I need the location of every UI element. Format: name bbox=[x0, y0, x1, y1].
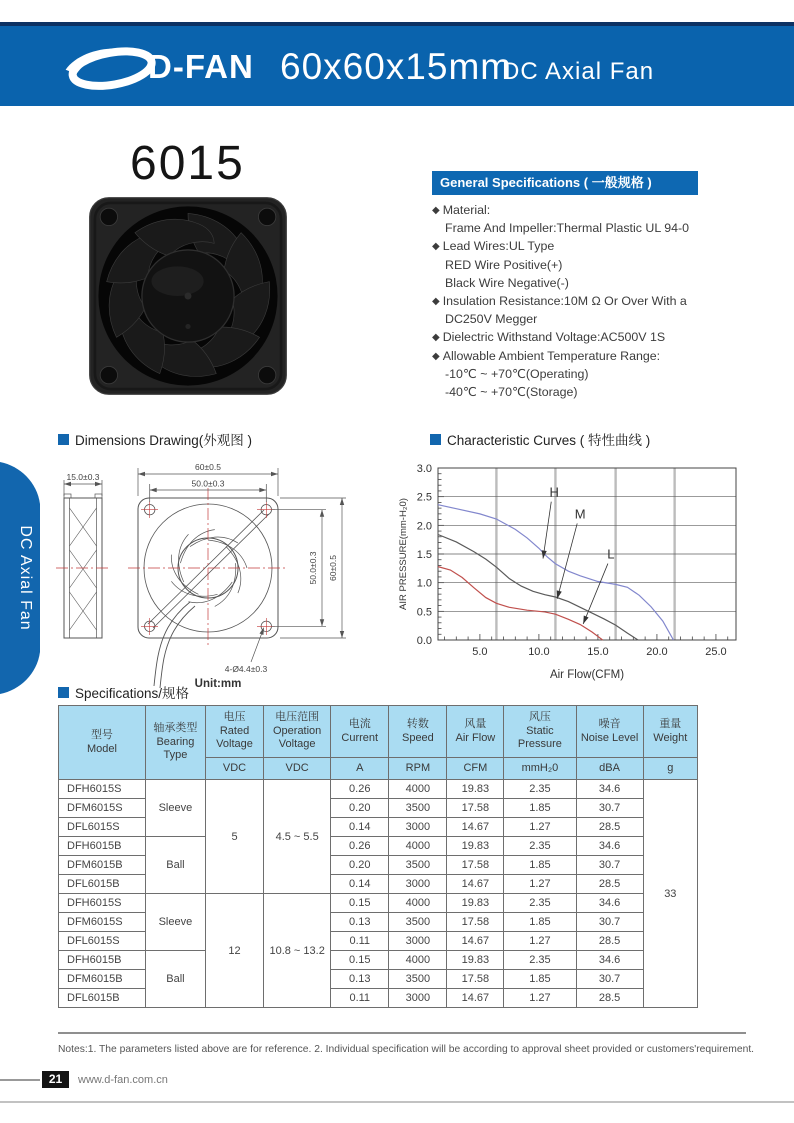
page-bottom-edge bbox=[0, 1101, 794, 1103]
value-cell: 17.58 bbox=[447, 799, 504, 818]
value-cell: 4000 bbox=[389, 837, 447, 856]
spec-list-item: ◆ Dielectric Withstand Voltage:AC500V 1S bbox=[432, 330, 666, 345]
general-specs-list bbox=[432, 201, 752, 401]
page-number-badge: 21 bbox=[42, 1071, 69, 1088]
table-header bbox=[59, 706, 698, 780]
section-bullet-icon bbox=[58, 434, 69, 445]
table-body bbox=[59, 780, 698, 1008]
svg-text:10.0: 10.0 bbox=[528, 646, 550, 658]
table-row bbox=[59, 894, 698, 913]
dim-height-label: 60±0.5 bbox=[328, 555, 338, 581]
spec-list-item: Black Wire Negative(-) bbox=[445, 275, 569, 290]
characteristic-curves-chart bbox=[396, 452, 744, 689]
page-title-size: 60x60x15mm bbox=[280, 46, 513, 87]
value-cell: 0.14 bbox=[331, 875, 389, 894]
value-cell: 4000 bbox=[389, 951, 447, 970]
svg-text:5.0: 5.0 bbox=[472, 646, 488, 658]
spec-list-item: ◆ Material: bbox=[432, 203, 491, 217]
value-cell: 0.15 bbox=[331, 951, 389, 970]
model-cell: DFM6015S bbox=[59, 913, 146, 932]
value-cell: 0.15 bbox=[331, 894, 389, 913]
value-cell: 1.27 bbox=[504, 932, 576, 951]
value-cell: 30.7 bbox=[576, 799, 643, 818]
value-cell: 3500 bbox=[389, 856, 447, 875]
value-cell: Ball bbox=[145, 837, 205, 894]
svg-text:0.5: 0.5 bbox=[416, 606, 432, 619]
value-cell: 3500 bbox=[389, 913, 447, 932]
model-cell: DFH6015B bbox=[59, 837, 146, 856]
value-cell: 28.5 bbox=[576, 932, 643, 951]
column-header: 电压 Rated Voltage bbox=[205, 706, 263, 758]
column-unit: g bbox=[643, 758, 697, 780]
spec-list-item: RED Wire Positive(+) bbox=[445, 257, 563, 272]
value-cell: 14.67 bbox=[447, 932, 504, 951]
value-cell: 34.6 bbox=[576, 837, 643, 856]
value-cell: 28.5 bbox=[576, 875, 643, 894]
footer-line bbox=[0, 1079, 40, 1081]
diamond-bullet-icon: ◆ bbox=[432, 295, 440, 307]
value-cell: 14.67 bbox=[447, 818, 504, 837]
value-cell: 19.83 bbox=[447, 780, 504, 799]
section-title-curves: Characteristic Curves ( 特性曲线 ) bbox=[430, 429, 650, 449]
value-cell: 4000 bbox=[389, 894, 447, 913]
fan-product-photo bbox=[88, 196, 288, 396]
value-cell: 0.20 bbox=[331, 856, 389, 875]
column-header: 重量 Weight bbox=[643, 706, 697, 758]
value-cell: 0.11 bbox=[331, 932, 389, 951]
diamond-bullet-icon: ◆ bbox=[432, 350, 440, 362]
value-cell: 34.6 bbox=[576, 894, 643, 913]
value-cell: 10.8 ~ 13.2 bbox=[264, 894, 331, 1008]
section-bullet-icon bbox=[430, 434, 441, 445]
model-number: 6015 bbox=[130, 137, 245, 190]
svg-text:Air Flow(CFM): Air Flow(CFM) bbox=[549, 669, 625, 681]
value-cell: 3000 bbox=[389, 818, 447, 837]
model-cell: DFH6015S bbox=[59, 780, 146, 799]
svg-text:M: M bbox=[574, 506, 586, 522]
value-cell: 30.7 bbox=[576, 856, 643, 875]
table-row bbox=[59, 780, 698, 799]
svg-text:25.0: 25.0 bbox=[705, 646, 727, 658]
column-unit: VDC bbox=[264, 758, 331, 780]
column-header: 型号 Model bbox=[59, 706, 146, 780]
section-title-dimensions: Dimensions Drawing(外观图 ) bbox=[58, 429, 252, 449]
value-cell: 19.83 bbox=[447, 837, 504, 856]
model-cell: DFL6015S bbox=[59, 932, 146, 951]
column-header: 噪音 Noise Level bbox=[576, 706, 643, 758]
value-cell: 19.83 bbox=[447, 894, 504, 913]
value-cell: 0.11 bbox=[331, 989, 389, 1008]
value-cell: 1.85 bbox=[504, 970, 576, 989]
column-unit: RPM bbox=[389, 758, 447, 780]
dfan-logo-icon bbox=[60, 42, 160, 94]
svg-text:1.5: 1.5 bbox=[416, 549, 432, 561]
svg-text:H: H bbox=[549, 484, 559, 500]
fan-curve-svg bbox=[396, 452, 744, 684]
model-cell: DFM6015B bbox=[59, 856, 146, 875]
table-row bbox=[59, 951, 698, 970]
diamond-bullet-icon: ◆ bbox=[432, 205, 440, 216]
svg-text:1.0: 1.0 bbox=[416, 577, 432, 590]
unit-label: Unit:mm bbox=[194, 678, 242, 690]
value-cell: 0.20 bbox=[331, 799, 389, 818]
value-cell: 30.7 bbox=[576, 970, 643, 989]
model-cell: DFL6015B bbox=[59, 875, 146, 894]
value-cell: Ball bbox=[145, 951, 205, 1008]
value-cell: 0.14 bbox=[331, 818, 389, 837]
value-cell: 1.27 bbox=[504, 818, 576, 837]
dim-holes-label: 4-Ø4.4±0.3 bbox=[224, 664, 268, 674]
curve-L bbox=[438, 567, 603, 640]
value-cell: 3000 bbox=[389, 875, 447, 894]
value-cell: 0.26 bbox=[331, 837, 389, 856]
value-cell: 28.5 bbox=[576, 989, 643, 1008]
svg-text:AIR PRESSURE(mm-H₂0): AIR PRESSURE(mm-H₂0) bbox=[398, 498, 409, 610]
svg-text:20.0: 20.0 bbox=[646, 646, 668, 658]
dim-width-label: 60±0.5 bbox=[195, 462, 221, 472]
dim-hole-pitch-v-label: 50.0±0.3 bbox=[308, 551, 318, 585]
value-cell: 4000 bbox=[389, 780, 447, 799]
model-cell: DFH6015S bbox=[59, 894, 146, 913]
page-title-product: DC Axial Fan bbox=[502, 58, 655, 85]
column-unit: dBA bbox=[576, 758, 643, 780]
value-cell: 2.35 bbox=[504, 837, 576, 856]
svg-text:2.5: 2.5 bbox=[416, 491, 432, 504]
spec-list-item: ◆ Lead Wires:UL Type bbox=[432, 239, 555, 254]
column-unit: mmH₂0 bbox=[504, 758, 576, 780]
column-header: 电流 Current bbox=[331, 706, 389, 758]
header-band bbox=[0, 22, 794, 106]
value-cell: 3500 bbox=[389, 799, 447, 818]
spec-list-item: DC250V Megger bbox=[445, 312, 538, 327]
value-cell: 19.83 bbox=[447, 951, 504, 970]
column-header: 轴承类型 Bearing Type bbox=[145, 706, 205, 780]
column-unit: CFM bbox=[447, 758, 504, 780]
sidebar-tab-label: DC Axial Fan bbox=[17, 525, 34, 631]
value-cell: 0.26 bbox=[331, 780, 389, 799]
dimensions-drawing bbox=[50, 450, 402, 694]
value-cell: Sleeve bbox=[145, 894, 205, 951]
value-cell: 34.6 bbox=[576, 951, 643, 970]
value-cell: 1.27 bbox=[504, 875, 576, 894]
sidebar-tab-dc-axial-fan bbox=[0, 458, 46, 698]
column-header: 风量 Air Flow bbox=[447, 706, 504, 758]
value-cell: 14.67 bbox=[447, 989, 504, 1008]
column-header: 风压 Static Pressure bbox=[504, 706, 576, 758]
value-cell: 1.27 bbox=[504, 989, 576, 1008]
dim-thickness-label: 15.0±0.3 bbox=[66, 472, 100, 482]
brand-name: D-FAN bbox=[148, 48, 254, 85]
value-cell: 5 bbox=[205, 780, 263, 894]
value-cell: 30.7 bbox=[576, 913, 643, 932]
value-cell: 14.67 bbox=[447, 875, 504, 894]
value-cell: 2.35 bbox=[504, 780, 576, 799]
spec-list-item: -10℃ ~ +70℃(Operating) bbox=[445, 366, 589, 381]
website-link[interactable]: www.d-fan.com.cn bbox=[78, 1074, 168, 1086]
dim-hole-pitch-h-label: 50.0±0.3 bbox=[191, 478, 225, 489]
model-cell: DFM6015S bbox=[59, 799, 146, 818]
value-cell: 1.85 bbox=[504, 799, 576, 818]
value-cell: 1.85 bbox=[504, 856, 576, 875]
svg-text:15.0: 15.0 bbox=[587, 646, 609, 658]
column-unit: A bbox=[331, 758, 389, 780]
value-cell: 34.6 bbox=[576, 780, 643, 799]
model-cell: DFM6015B bbox=[59, 970, 146, 989]
model-cell: DFL6015B bbox=[59, 989, 146, 1008]
notes-divider bbox=[58, 1032, 746, 1034]
value-cell: 4.5 ~ 5.5 bbox=[264, 780, 331, 894]
svg-text:3.0: 3.0 bbox=[416, 463, 432, 475]
value-cell: Sleeve bbox=[145, 780, 205, 837]
diamond-bullet-icon: ◆ bbox=[432, 241, 440, 253]
model-cell: DFH6015B bbox=[59, 951, 146, 970]
value-cell: 17.58 bbox=[447, 913, 504, 932]
section-title-specifications: Specifications/规格 bbox=[58, 682, 189, 702]
value-cell: 3500 bbox=[389, 970, 447, 989]
specifications-table bbox=[58, 705, 698, 1008]
svg-text:0.0: 0.0 bbox=[416, 635, 432, 647]
general-specs-header: General Specifications ( 一般规格 ) bbox=[432, 171, 698, 195]
spec-list-item: ◆ Insulation Resistance:10M Ω Or Over With a bbox=[432, 293, 687, 308]
spec-list-item: Frame And Impeller:Thermal Plastic UL 94-0 bbox=[445, 221, 690, 236]
spec-list-item: -40℃ ~ +70℃(Storage) bbox=[445, 384, 578, 399]
column-header: 电压范围 Operation Voltage bbox=[264, 706, 331, 758]
value-cell: 3000 bbox=[389, 989, 447, 1008]
value-cell: 12 bbox=[205, 894, 263, 1008]
svg-text:L: L bbox=[607, 546, 615, 562]
column-unit: VDC bbox=[205, 758, 263, 780]
value-cell: 3000 bbox=[389, 932, 447, 951]
value-cell: 33 bbox=[643, 780, 697, 1008]
table-row bbox=[59, 837, 698, 856]
value-cell: 17.58 bbox=[447, 856, 504, 875]
value-cell: 0.13 bbox=[331, 913, 389, 932]
value-cell: 1.85 bbox=[504, 913, 576, 932]
value-cell: 28.5 bbox=[576, 818, 643, 837]
svg-text:2.0: 2.0 bbox=[416, 520, 432, 533]
value-cell: 0.13 bbox=[331, 970, 389, 989]
value-cell: 2.35 bbox=[504, 894, 576, 913]
model-cell: DFL6015S bbox=[59, 818, 146, 837]
spec-list-item: ◆ Allowable Ambient Temperature Range: bbox=[432, 348, 661, 363]
diamond-bullet-icon: ◆ bbox=[432, 332, 440, 344]
notes-text: Notes:1. The parameters listed above are for reference. 2. Individual specification will be according to approval sheet provided or customers'requirement. bbox=[58, 1044, 755, 1055]
column-header: 转数 Speed bbox=[389, 706, 447, 758]
value-cell: 17.58 bbox=[447, 970, 504, 989]
value-cell: 2.35 bbox=[504, 951, 576, 970]
